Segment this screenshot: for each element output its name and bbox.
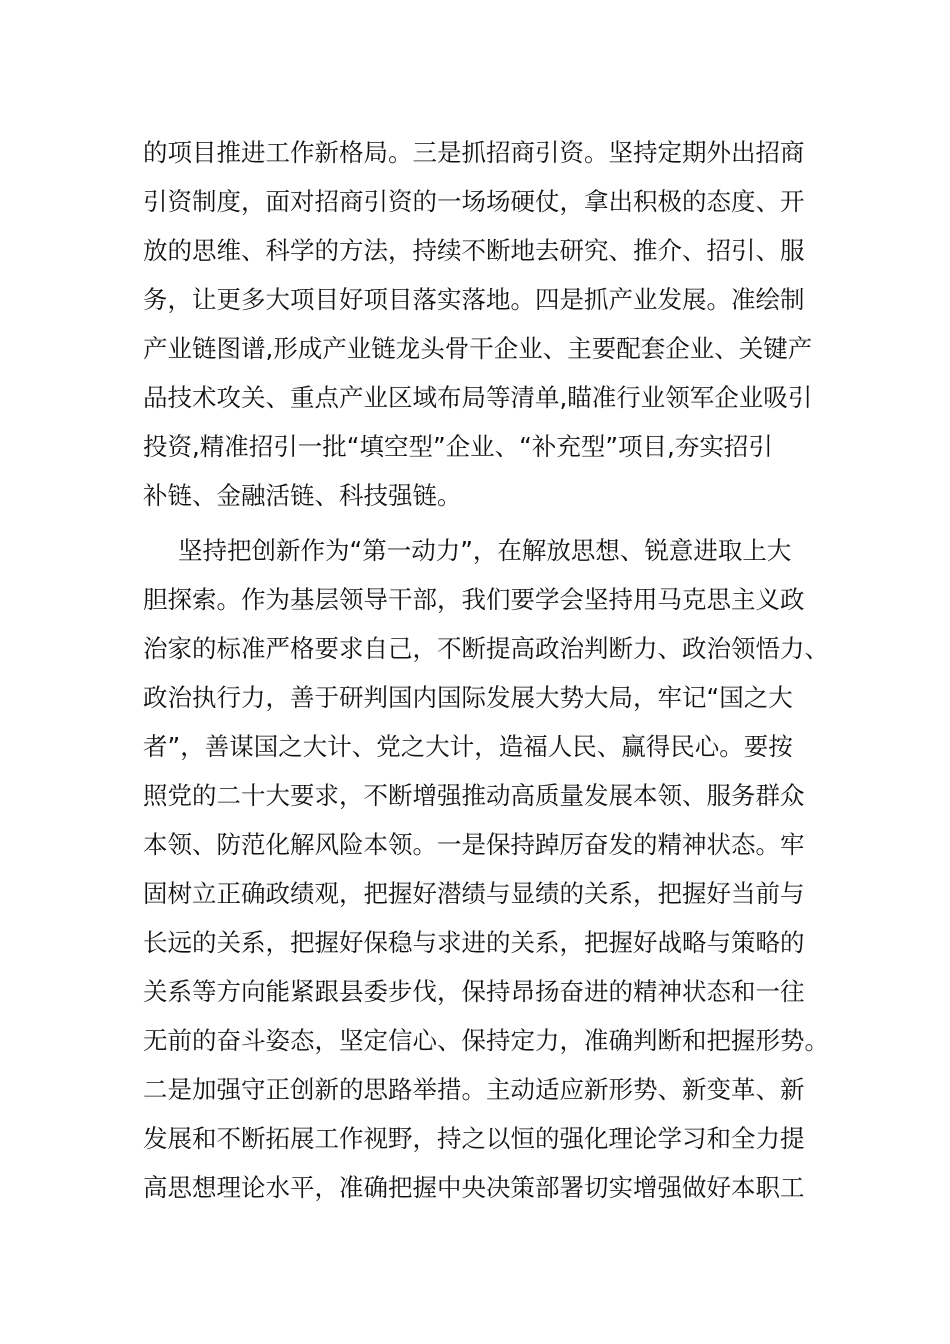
paragraph-line: 无前的奋斗姿态，坚定信心、保持定力，准确判断和把握形势。	[143, 1026, 829, 1055]
paragraph-line: 产业链图谱,形成产业链龙头骨干企业、主要配套企业、关键产	[143, 334, 813, 363]
paragraph-1	[143, 128, 843, 520]
paragraph-line: 发展和不断拓展工作视野，持之以恒的强化理论学习和全力提	[143, 1124, 805, 1153]
paragraph-line: 长远的关系，把握好保稳与求进的关系，把握好战略与策略的	[143, 928, 805, 957]
paragraph-line: 引资制度，面对招商引资的一场场硬仗，拿出积极的态度、开	[143, 187, 805, 216]
paragraph-line: 本领、防范化解风险本领。一是保持踔厉奋发的精神状态。牢	[143, 830, 805, 859]
paragraph-line: 坚持把创新作为“第一动力”，在解放思想、锐意进取上大	[178, 536, 792, 565]
paragraph-line: 务，让更多大项目好项目落实落地。四是抓产业发展。准绘制	[143, 285, 805, 314]
paragraph-line: 补链、金融活链、科技强链。	[143, 481, 462, 510]
paragraph-line: 政治执行力，善于研判国内国际发展大势大局，牢记“国之大	[143, 683, 793, 712]
paragraph-line: 二是加强守正创新的思路举措。主动适应新形势、新变革、新	[143, 1075, 805, 1104]
paragraph-line: 高思想理论水平，准确把握中央决策部署切实增强做好本职工	[143, 1173, 805, 1202]
paragraph-line: 关系等方向能紧跟县委步伐，保持昂扬奋进的精神状态和一往	[143, 977, 805, 1006]
paragraph-2	[143, 526, 843, 1212]
paragraph-line: 品技术攻关、重点产业区域布局等清单,瞄准行业领军企业吸引	[143, 383, 813, 412]
paragraph-line: 的项目推进工作新格局。三是抓招商引资。坚持定期外出招商	[143, 138, 805, 167]
paragraph-line: 照党的二十大要求，不断增强推动高质量发展本领、服务群众	[143, 781, 805, 810]
paragraph-line: 固树立正确政绩观，把握好潜绩与显绩的关系，把握好当前与	[143, 879, 805, 908]
paragraph-line: 放的思维、科学的方法，持续不断地去研究、推介、招引、服	[143, 236, 805, 265]
paragraph-line: 者”，善谋国之大计、党之大计，造福人民、赢得民心。要按	[143, 732, 793, 761]
paragraph-line: 治家的标准严格要求自己，不断提高政治判断力、政治领悟力、	[143, 634, 829, 663]
paragraph-line: 胆探索。作为基层领导干部，我们要学会坚持用马克思主义政	[143, 585, 805, 614]
paragraph-line: 投资,精准招引一批“填空型”企业、“补充型”项目,夯实招引	[143, 432, 773, 461]
